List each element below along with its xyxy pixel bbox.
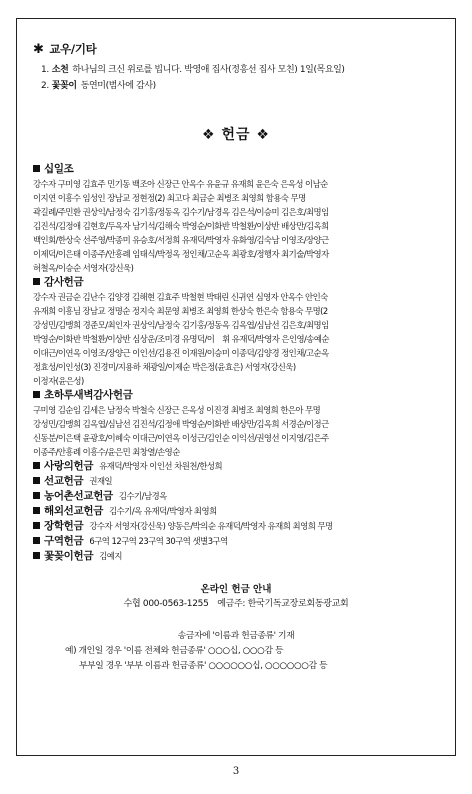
news-text: 하나님의 크신 위로를 빕니다. 박영애 집사(정흥선 집사 모친) 1일(목요일) — [72, 65, 345, 75]
group-title — [33, 388, 439, 403]
donor-names-line: 신동분/이은택 윤광호/이혜숙 이대근/이연옥 이성근/김인순 이익선/권영선 이지영/김은주 — [33, 433, 329, 443]
donor-names: 김수기/남경옥 — [118, 491, 167, 501]
group-title — [33, 550, 93, 562]
bank-account-line: 수협 000-0563-1255 예금주: 한국기독교장로회동광교회 — [123, 599, 349, 609]
news-item — [41, 78, 439, 94]
donor-names-line: 유재희 이흥님 장남교 정명순 정지숙 최문영 최병조 최영희 한상숙 한은숙 함용숙 무명(2 — [33, 306, 328, 316]
group-title-text: 장학헌금 — [44, 520, 84, 532]
asterisk-icon: ✱ — [33, 42, 44, 57]
page-frame — [16, 18, 456, 756]
donor-names: 김수기/옥 유재덕/박영자 최영희 — [109, 506, 217, 516]
donor-names-line: 김진석/김정애 김현호/두옥자 남기석/김해숙 박영순/이화반 박철환/이상반 배상만/김옥희 — [33, 221, 329, 231]
section-title-text: 교우/기타 — [49, 42, 97, 56]
offering-group — [33, 162, 439, 275]
donor-names-line: 이정자(윤은성) — [33, 376, 84, 386]
square-bullet-icon — [33, 522, 40, 529]
donor-names-line: 이대근/이연옥 이영조/장양근 이인선/김용진 이재원/이승미 이종덕/김양경 정인채/고순옥 — [33, 348, 329, 358]
news-number: 2. — [41, 81, 49, 91]
news-item — [41, 62, 439, 78]
group-title-text: 구역헌금 — [44, 535, 84, 547]
group-title — [33, 520, 83, 532]
square-bullet-icon — [33, 278, 40, 285]
square-bullet-icon — [33, 492, 40, 499]
bulletin-content — [33, 41, 439, 674]
group-title — [33, 275, 439, 290]
news-text: 동연미(범사에 감사) — [80, 81, 156, 91]
offering-group-inline — [33, 519, 439, 534]
square-bullet-icon — [33, 477, 40, 484]
offering-group-inline — [33, 474, 439, 489]
offering-groups — [33, 162, 439, 459]
donor-names-line: 백인회/한상숙 선주영/박종미 유승호/서정희 유재덕/박영자 유화영/김숙남 이영조/장양근 — [33, 235, 329, 245]
group-title — [33, 535, 83, 547]
offering-group — [33, 275, 439, 388]
offering-group-inline — [33, 549, 439, 564]
news-label: 소천 — [51, 65, 69, 75]
donor-names: 6구역 12구역 23구역 30구역 샛별3구역 — [89, 536, 228, 546]
remittance-notice — [33, 629, 439, 674]
square-bullet-icon — [33, 552, 40, 559]
page-number: 3 — [232, 766, 240, 777]
donor-names-line: 강성민/김맹희 김옥엽/심남선 김진석/김정애 박영순/이화반 배상만/김옥희 서경순/이정근 — [33, 419, 329, 429]
notice-intro: 송금자에 '이름과 헌금종류' 기재 — [177, 631, 295, 641]
donor-names-line: 정효성/이인성(3) 진경미/지용하 채광일/이제순 박은정(윤효은) 서영자(강신욱) — [33, 362, 296, 372]
square-bullet-icon — [33, 507, 40, 514]
group-title — [33, 475, 83, 487]
donor-names-line: 허철옥/이승순 서영자(강신욱) — [33, 263, 134, 273]
donor-names-line: 곽길례/주민환 권상익/남정숙 김기홍/정동옥 김수기/남경옥 김은석/이승미 김은호/최명임 — [33, 207, 329, 217]
offering-group-inline — [33, 504, 439, 519]
group-title-text: 사랑의헌금 — [44, 460, 94, 472]
news-list — [33, 62, 439, 94]
donor-names: 김예지 — [99, 551, 122, 561]
group-title-text: 농어촌선교헌금 — [44, 490, 113, 502]
square-bullet-icon — [33, 391, 40, 398]
notice-example-individual: 예) 개인일 경우 '이름 전체와 헌금종류' ○○○십, ○○○감 등 — [65, 646, 284, 656]
group-title-text: 감사헌금 — [44, 276, 84, 288]
donor-names-line: 강수자 권금순 김난수 김양경 김해현 김효주 박철현 박태린 신귀연 심영자 안옥수 안인숙 — [33, 292, 328, 302]
group-title-text: 선교헌금 — [44, 475, 84, 487]
section-title — [33, 41, 439, 57]
group-title — [33, 460, 93, 472]
donor-names-line: 이지연 이흥수 임성인 장남교 정현정(2) 최고다 최금순 최병조 최영희 함용숙 무명 — [33, 193, 306, 203]
offering-group-inline — [33, 534, 439, 549]
group-title-text: 해외선교헌금 — [44, 505, 104, 517]
online-title: 온라인 헌금 안내 — [200, 584, 272, 595]
donor-names: 유재덕/박영자 이인선 차원천/한성희 — [99, 461, 223, 471]
group-title — [33, 490, 113, 502]
group-title — [33, 162, 439, 177]
news-number: 1. — [41, 65, 49, 75]
group-title-text: 초하루새벽감사헌금 — [44, 389, 133, 401]
offering-group-inline — [33, 489, 439, 504]
news-label: 꽃꽂이 — [51, 81, 77, 91]
offering-group — [33, 388, 439, 459]
offering-group-inline — [33, 459, 439, 474]
donor-names: 권재일 — [89, 476, 113, 486]
group-title — [33, 505, 103, 517]
group-title-text: 꽃꽂이헌금 — [44, 550, 94, 562]
square-bullet-icon — [33, 537, 40, 544]
online-offering-info — [33, 582, 439, 611]
group-title-text: 십일조 — [44, 163, 74, 175]
donor-names-line: 구미영 김순임 김세은 남정숙 박철숙 신장근 은옥성 이진경 최병조 최영희 한은아 무명 — [33, 405, 321, 415]
donor-names-line: 강수자 구미영 김효주 민기동 백조아 신장근 안옥수 유윤규 유재희 윤은숙 은옥성 이남순 — [33, 179, 328, 189]
square-bullet-icon — [33, 462, 40, 469]
donor-names-line: 이제덕/이은태 이종주/안흥례 임태식/박정옥 정인채/고순옥 최광호/정행자 최기술/박영자 — [33, 249, 329, 259]
notice-example-couple: 부부일 경우 '부부 이름과 헌금종류' ○○○○○○십, ○○○○○○감 등 — [79, 661, 328, 671]
donor-names-line: 이종주/안흥례 이흥수/윤은민 최창열/손영순 — [33, 447, 180, 457]
donor-names: 강수자 서영자(강신욱) 양동은/박의순 유재덕/박영자 유재희 최영희 무명 — [89, 521, 333, 531]
offering-heading: ❖ 헌금 ❖ — [202, 127, 270, 143]
donor-names-line: 강성민/김맹희 경준모/최인자 권상익/남정숙 김기홍/정동옥 김옥엽/심남선 김은호/최명임 — [33, 320, 329, 330]
offering-inline-groups — [33, 459, 439, 564]
donor-names-line: 박영순/이화반 박철환/이상반 심상운/조미경 유명덕/이 휘 유재덕/박영자 은인영/송예순 — [33, 334, 329, 344]
square-bullet-icon — [33, 165, 40, 172]
